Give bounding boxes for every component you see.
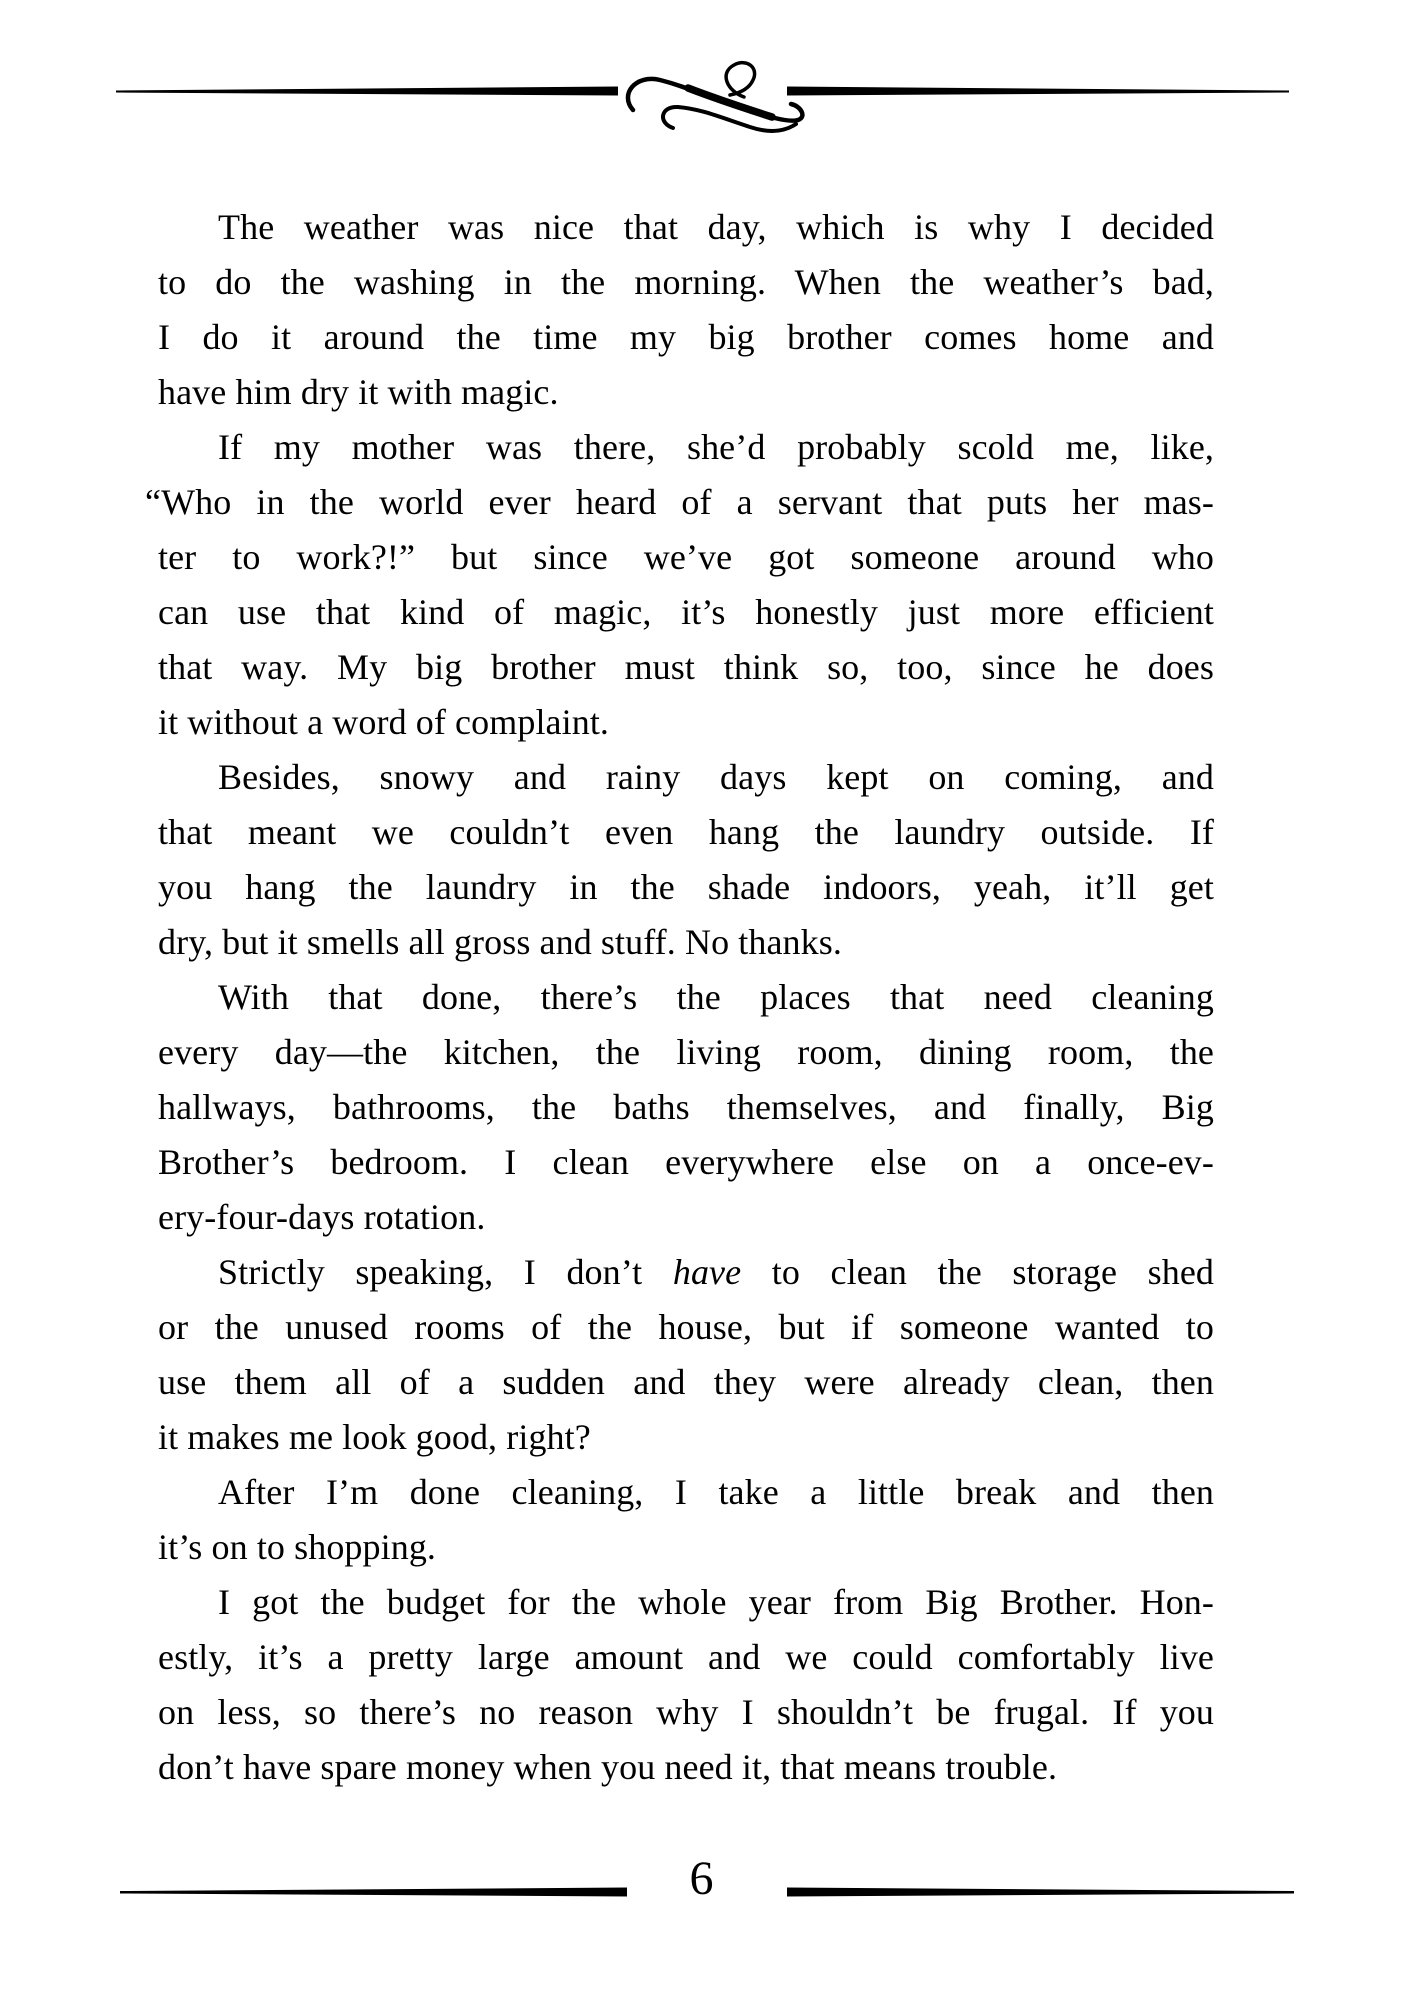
header-divider	[0, 40, 1403, 170]
text-line: it’s on to shopping.	[158, 1527, 437, 1567]
text-line: ery-four-days rotation.	[158, 1197, 486, 1237]
text-line: you hang the laundry in the shade indoors, yeah, it’ll get	[158, 867, 1214, 907]
text-line: that way. My big brother must think so, too, since he does	[158, 647, 1214, 687]
text-line: Strictly speaking, I don’t have to clean the storage shed	[218, 1252, 1215, 1292]
paragraph	[158, 1245, 1214, 1465]
text-line: With that done, there’s the places that need cleaning	[218, 977, 1214, 1017]
text-line: to do the washing in the morning. When the weather’s bad,	[158, 262, 1214, 302]
text-line: Brother’s bedroom. I clean everywhere else on a once-ev-	[158, 1142, 1214, 1182]
text-line: have him dry it with magic.	[158, 372, 559, 412]
tapered-rule-left	[116, 87, 618, 96]
text-line: every day—the kitchen, the living room, dining room, the	[158, 1032, 1214, 1072]
text-line: After I’m done cleaning, I take a little break and then	[218, 1472, 1214, 1512]
text-line: on less, so there’s no reason why I shouldn’t be frugal. If you	[158, 1692, 1214, 1732]
paragraph	[158, 750, 1214, 970]
tapered-rule-right	[787, 87, 1289, 96]
text-line: I got the budget for the whole year from Big Brother. Hon-	[218, 1582, 1214, 1622]
flourish-icon	[628, 63, 802, 131]
text-line: ter to work?!” but since we’ve got someone around who	[158, 537, 1214, 577]
text-line: hallways, bathrooms, the baths themselves, and finally, Big	[158, 1087, 1214, 1127]
text-line: dry, but it smells all gross and stuff. No thanks.	[158, 922, 842, 962]
page-number: 6	[689, 1852, 714, 1905]
text-line: Besides, snowy and rainy days kept on coming, and	[218, 757, 1214, 797]
text-line: don’t have spare money when you need it, that means trouble.	[158, 1747, 1058, 1787]
text-line: it makes me look good, right?	[158, 1417, 591, 1457]
body-text	[145, 200, 1215, 1795]
text-line: can use that kind of magic, it’s honestly just more efficient	[158, 592, 1214, 632]
text-line: estly, it’s a pretty large amount and we could comfortably live	[158, 1637, 1214, 1677]
paragraph	[158, 970, 1214, 1245]
text-line: “Who in the world ever heard of a servant that puts her mas-	[145, 482, 1214, 522]
text-line: The weather was nice that day, which is why I decided	[218, 207, 1214, 247]
paragraph	[158, 200, 1214, 420]
text-line: I do it around the time my big brother comes home and	[158, 317, 1214, 357]
paragraph	[158, 1465, 1214, 1575]
paragraph	[145, 420, 1214, 750]
text-line: use them all of a sudden and they were already clean, then	[158, 1362, 1214, 1402]
paragraph	[158, 1575, 1214, 1795]
text-line: it without a word of complaint.	[158, 702, 610, 742]
text-line: that meant we couldn’t even hang the laundry outside. If	[158, 812, 1214, 852]
text-line: or the unused rooms of the house, but if someone wanted to	[158, 1307, 1214, 1347]
text-line: If my mother was there, she’d probably scold me, like,	[218, 427, 1214, 467]
